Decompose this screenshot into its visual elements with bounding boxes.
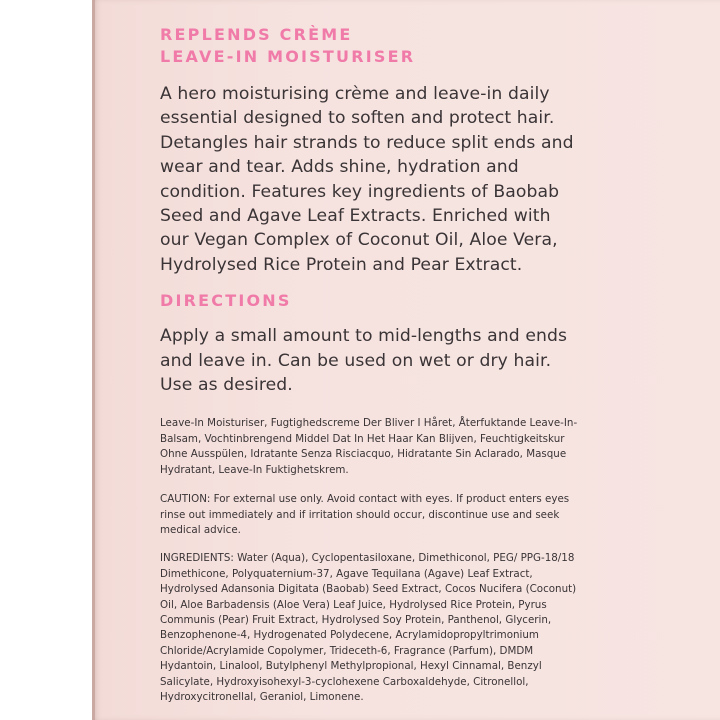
- directions-heading: DIRECTIONS: [160, 291, 292, 311]
- product-title-line-2: LEAVE-IN MOISTURISER: [160, 47, 416, 66]
- directions-text: Apply a small amount to mid-lengths and ends and leave in. Can be used on wet or dry hair. Use as desired.: [160, 326, 568, 396]
- label-content: [160, 22, 580, 705]
- translated-names: Leave-In Moisturiser, Fugtighedscreme Der Bliver I Håret, Återfuktande Leave-In-Balsam, Vochtinbrengend Middel Dat In Het Haar Kan Blijven, Feuchtigkeitskur Ohne Ausspülen, Idratante Senza Risciacquo, Hidratante Sin Aclarado, Masque Hydratant, Leave-In Fuktighetskrem.: [160, 417, 578, 476]
- box-edge: [92, 0, 95, 720]
- ingredients-list: INGREDIENTS: Water (Aqua), Cyclopentasiloxane, Dimethiconol, PEG/ PPG-18/18 Dimethicone, Polyquaternium-37, Agave Tequilana (Agave) Leaf Extract, Hydrolysed Adansonia Digitata (Baobab) Seed Extract, Cocos Nucifera (Coconut) Oil, Aloe Barbadensis (Aloe Vera) Leaf Juice, Hydrolysed Rice Protein, Pyrus Communis (Pear) Fruit Extract, Hydrolysed Soy Protein, Panthenol, Glycerin, Benzophenone-4, Hydrogenated Polydecene, Acrylamidopropyltrimonium Chloride/Acrylamide Copolymer, Trideceth-6, Fragrance (Parfum), DMDM Hydantoin, Linalool, Butylphenyl Methylpropional, Hexyl Cinnamal, Benzyl Salicylate, Hydroxyisohexyl-3-cyclohexene Carboxaldehyde, Citronellol, Hydroxycitronellal, Geraniol, Limonene.: [160, 552, 577, 703]
- product-title-line-1: REPLENDS CRÈME: [160, 25, 353, 44]
- product-title: [160, 24, 580, 68]
- product-description: A hero moisturising crème and leave-in daily essential designed to soften and protect hair. Detangles hair strands to reduce split ends and wear and tear. Adds shine, hydration and condition. Features key ingredients of Baobab Seed and Agave Leaf Extracts. Enriched with our Vegan Complex of Coconut Oil, Aloe Vera, Hydrolysed Rice Protein and Pear Extract.: [160, 84, 574, 275]
- caution-text: CAUTION: For external use only. Avoid contact with eyes. If product enters eyes rinse out immediately and if irritation should occur, discontinue use and seek medical advice.: [160, 493, 570, 536]
